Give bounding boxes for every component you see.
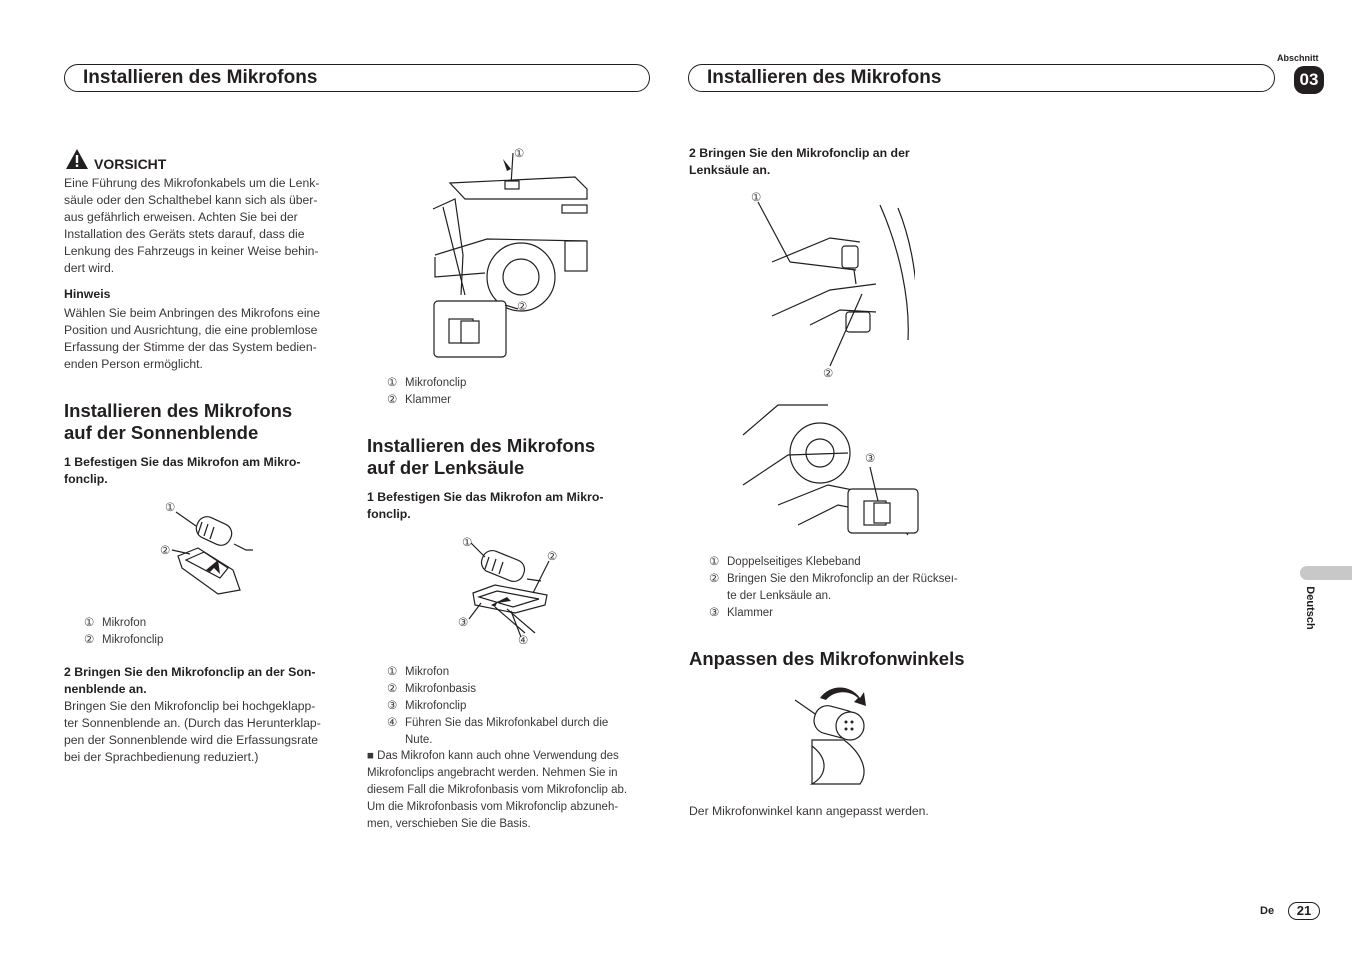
- mic-angle-illustration: [790, 680, 880, 790]
- legend-item: ② Mikrofonbasis: [387, 683, 476, 695]
- step2-sun-visor: 2 Bringen Sie den Mikrofonclip an der Son- nenblende an.: [64, 665, 316, 696]
- step1-steering-column: 1 Befestigen Sie das Mikrofon am Mikro- fonclip.: [367, 490, 604, 521]
- step1-sun-visor: 1 Befestigen Sie das Mikrofon am Mikro- fonclip.: [64, 455, 301, 486]
- legend-item: te der Lenksäule an.: [727, 590, 832, 602]
- caution-text: Eine Führung des Mikrofonkabels um die Lenk- säule oder den Schalthebel kann sich als über- aus gefährlich erweisen. Achten Sie bei der Installation des Geräts stets darauf, dass die Lenkung des Fahrzeugs in keiner Weise behin- dert wird.: [64, 176, 320, 275]
- legend-steering-column: [387, 664, 608, 749]
- step2-sun-visor-body: Bringen Sie den Mikrofonclip bei hochgeklapp- ter Sonnenblende an. (Durch das Herunterklap- pen der Sonnenblende wird die Erfassungsrate bei der Sprachbedienung reduziert.): [64, 699, 321, 764]
- section-number-badge: 03: [1294, 66, 1324, 94]
- fig-label-3: ③: [458, 617, 469, 629]
- left-header-bar: [64, 64, 650, 92]
- section-label: Abschnitt: [1277, 53, 1319, 63]
- legend-item: ① Doppelseitiges Klebeband: [709, 556, 861, 568]
- steering-column-illustration: [750, 190, 915, 380]
- legend-item: ④ Führen Sie das Mikrofonkabel durch die: [387, 717, 609, 729]
- fig-label-1: ①: [514, 148, 525, 160]
- fig-label-1: ①: [165, 502, 176, 514]
- warning-icon: [65, 148, 89, 170]
- dashboard-clamp-illustration: [738, 395, 923, 540]
- fig-label-4: ④: [518, 635, 529, 647]
- heading-steering-column: Installieren des Mikrofons auf der Lenksäule: [367, 435, 596, 478]
- fig-label-2: ②: [160, 545, 171, 557]
- legend-item: ② Bringen Sie den Mikrofonclip an der Rückseı-: [709, 573, 958, 585]
- right-header-bar: [688, 64, 1275, 92]
- page-number: 21: [1288, 902, 1320, 920]
- fig-label-2: ②: [823, 368, 834, 380]
- legend-item: ② Klammer: [387, 394, 452, 406]
- fig-label-2: ②: [517, 301, 528, 313]
- legend-item: ② Mikrofonclip: [84, 634, 164, 646]
- footer-lang-code: De: [1260, 905, 1275, 917]
- legend-item: ③ Mikrofonclip: [387, 700, 467, 712]
- legend-steering-column-attach: [709, 554, 958, 622]
- sun-visor-car-illustration: [425, 145, 590, 360]
- hint-text: Wählen Sie beim Anbringen des Mikrofons eine Position und Ausrichtung, die eine problemlose Erfassung der Stimme der das System bedien- enden Person ermöglicht.: [64, 306, 321, 371]
- legend-item: ③ Klammer: [709, 607, 774, 619]
- heading-mic-angle: Anpassen des Mikrofonwinkels: [689, 648, 965, 669]
- language-tab-label: Deutsch: [1304, 586, 1316, 630]
- fig-label-2: ②: [547, 551, 558, 563]
- caution-title: VORSICHT: [94, 156, 167, 172]
- fig-label-1: ①: [462, 537, 473, 549]
- legend-item: ① Mikrofonclip: [387, 377, 467, 389]
- right-header-title: Installieren des Mikrofons: [707, 67, 942, 88]
- note-text: ■ Das Mikrofon kann auch ohne Verwendung des Mikrofonclips angebracht werden. Nehmen Sie in diesem Fall die Mikrofonbasis vom Mikrofonclip ab. Um die Mikrofonbasis vom Mikrofonclip abzuneh- men, verschieben Sie die Basis.: [367, 750, 628, 830]
- legend-sun-visor: [84, 615, 163, 649]
- mic-angle-caption: Der Mikrofonwinkel kann angepasst werden.: [689, 804, 929, 818]
- left-header-title: Installieren des Mikrofons: [83, 67, 318, 88]
- step2-steering-column: 2 Bringen Sie den Mikrofonclip an der Lenksäule an.: [689, 146, 910, 177]
- legend-clip: [387, 375, 466, 409]
- fig-label-1: ①: [751, 192, 762, 204]
- legend-item: ① Mikrofon: [84, 617, 147, 629]
- fig-label-3: ③: [865, 453, 876, 465]
- legend-item: ① Mikrofon: [387, 666, 450, 678]
- legend-item: Nute.: [405, 734, 433, 746]
- heading-sun-visor: Installieren des Mikrofons auf der Sonnenblende: [64, 400, 293, 443]
- hint-title: Hinweis: [64, 287, 111, 301]
